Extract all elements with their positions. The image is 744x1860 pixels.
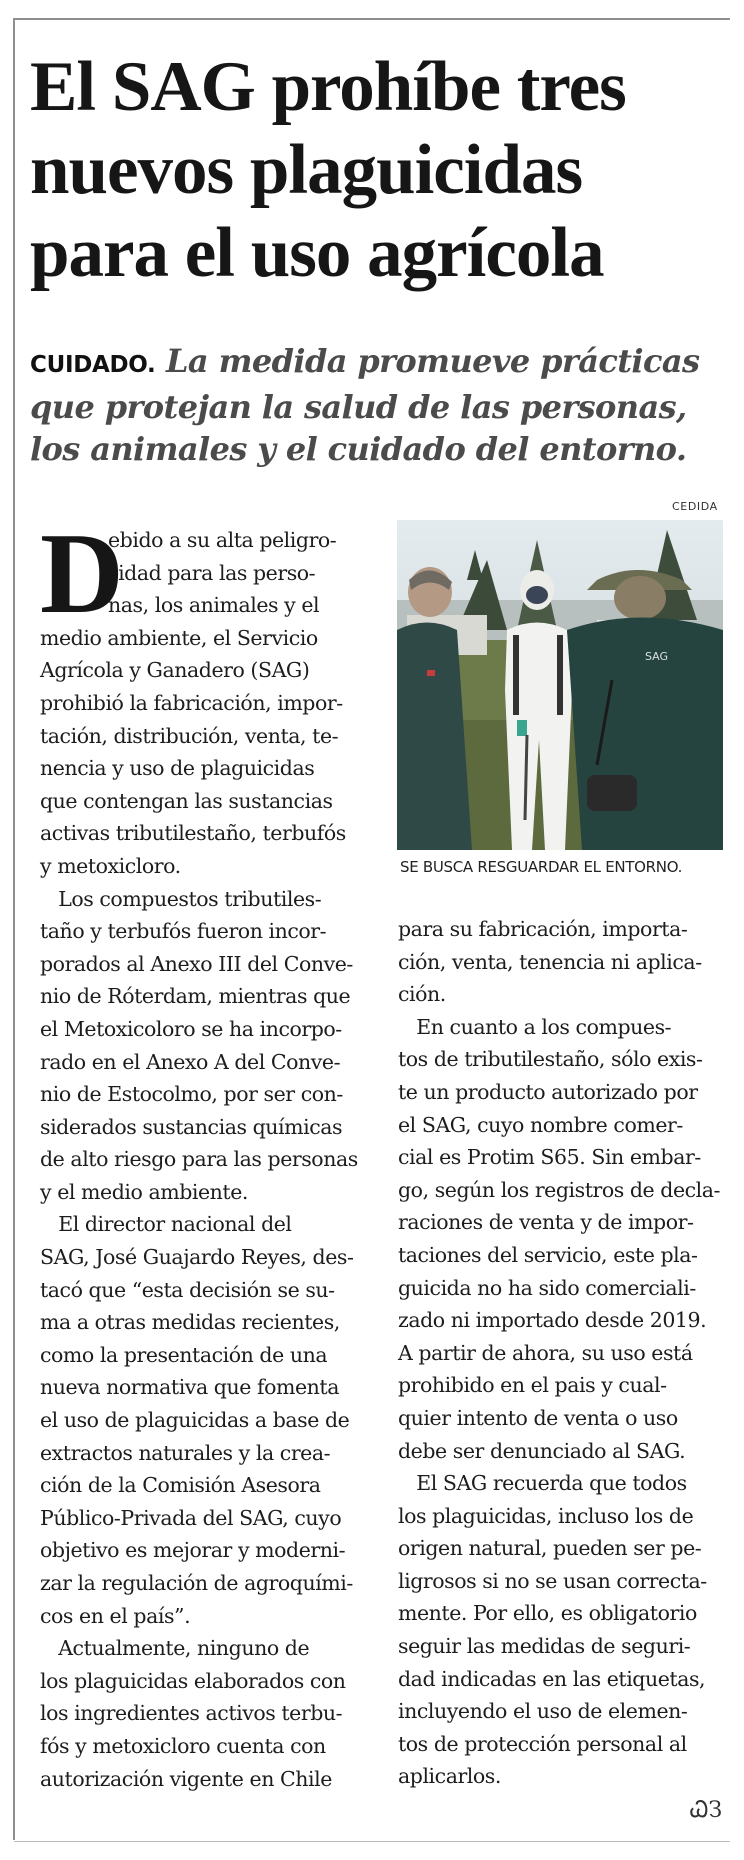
body-line: rado en el Anexo A del Conve- — [40, 1049, 341, 1074]
photo-caption: SE BUSCA RESGUARDAR EL ENTORNO. — [400, 858, 683, 876]
body-line: Público-Privada del SAG, cuyo — [40, 1505, 342, 1530]
body-line: objetivo es mejorar y moderni- — [40, 1538, 346, 1563]
body-line: te un producto autorizado por — [398, 1079, 698, 1104]
body-line: y metoxicloro. — [40, 853, 181, 878]
body-line: Actualmente, ninguno de — [40, 1636, 310, 1661]
vest-label: SAG — [645, 650, 669, 663]
body-line: de alto riesgo para las personas — [40, 1147, 358, 1172]
body-line: debe ser denunciado al SAG. — [398, 1438, 686, 1463]
deck-text: La medida promueve prácticas — [155, 342, 700, 380]
body-line: nio de Róterdam, mientras que — [40, 984, 351, 1009]
body-line: y el medio ambiente. — [40, 1179, 248, 1204]
body-line: ción de la Comisión Asesora — [40, 1473, 321, 1498]
kicker: CUIDADO. — [30, 352, 156, 378]
body-line: tación, distribución, venta, te- — [40, 723, 339, 748]
body-line: prohibido en el pais y cual- — [398, 1373, 667, 1398]
article-body-left-column — [40, 510, 376, 1795]
body-line: para su fabricación, importa- — [398, 917, 688, 941]
body-line: En cuanto a los compues- — [398, 1014, 672, 1039]
body-line: nueva normativa que fomenta — [40, 1375, 339, 1400]
body-line: incluyendo el uso de elemen- — [398, 1699, 688, 1724]
body-line: Agrícola y Ganadero (SAG) — [40, 658, 310, 683]
deck-line: los animales y el cuidado del entorno. — [30, 430, 687, 468]
article-photo — [397, 520, 723, 850]
body-line: ma a otras medidas recientes, — [40, 1310, 340, 1335]
body-line: que contengan las sustancias — [40, 788, 333, 813]
body-line: ción. — [398, 982, 446, 1007]
body-line: zar la regulación de agroquími- — [40, 1571, 353, 1595]
bottom-rule — [14, 1841, 730, 1842]
body-line: ligrosos si no se usan correcta- — [398, 1568, 707, 1593]
body-line: El SAG recuerda que todos — [398, 1471, 687, 1496]
body-line: nio de Estocolmo, por ser con- — [40, 1082, 343, 1107]
body-line: prohibió la fabricación, impor- — [40, 690, 343, 715]
headline-line: para el uso agrícola — [30, 214, 604, 292]
body-line: ción, venta, tenencia ni aplica- — [398, 949, 702, 974]
headline-line: nuevos plaguicidas — [30, 131, 583, 209]
left-rule — [13, 18, 15, 1840]
top-rule — [14, 18, 730, 20]
body-line: el uso de plaguicidas a base de — [40, 1408, 350, 1433]
headline — [30, 46, 720, 295]
deck-line: que protejan la salud de las personas, — [30, 388, 687, 426]
body-line: autorización vigente en Chile — [40, 1766, 332, 1791]
end-mark-icon: ᏇЗ — [690, 1798, 723, 1823]
body-line: El director nacional del — [40, 1212, 292, 1237]
body-line: tos de tributilestaño, sólo exis- — [398, 1047, 703, 1072]
body-line: quier intento de venta o uso — [398, 1405, 678, 1430]
body-line: A partir de ahora, su uso está — [398, 1340, 693, 1365]
body-line: porados al Anexo III del Conve- — [40, 951, 353, 976]
body-line: go, según los registros de decla- — [398, 1177, 721, 1202]
body-line: siderados sustancias químicas — [40, 1114, 343, 1139]
body-line: los plaguicidas, incluso los de — [398, 1503, 694, 1528]
body-line: mente. Por ello, es obligatorio — [398, 1601, 697, 1626]
body-line: nas, los animales y el — [108, 593, 320, 618]
article-body-right-column — [398, 913, 723, 1793]
body-line: activas tributilestaño, terbufós — [40, 821, 346, 846]
body-line: origen natural, pueden ser pe- — [398, 1536, 702, 1561]
body-line: taciones del servicio, este pla- — [398, 1242, 698, 1267]
drop-cap: D — [40, 510, 124, 638]
body-line: cial es Protim S65. Sin embar- — [398, 1145, 701, 1170]
body-line: dad indicadas en las etiquetas, — [398, 1666, 706, 1691]
photo-illustration — [397, 520, 723, 850]
body-line: los plaguicidas elaborados con — [40, 1668, 346, 1693]
headline-line: El SAG prohíbe tres — [30, 48, 626, 126]
body-line: SAG, José Guajardo Reyes, des- — [40, 1245, 354, 1270]
body-line: zado ni importado desde 2019. — [398, 1308, 707, 1333]
body-line: medio ambiente, el Servicio — [40, 625, 318, 650]
body-line: cos en el país”. — [40, 1603, 191, 1628]
body-line: los ingredientes activos terbu- — [40, 1701, 343, 1726]
body-line: Los compuestos tributiles- — [40, 886, 322, 911]
body-line: fós y metoxicloro cuenta con — [40, 1733, 326, 1758]
body-line: ebido a su alta peligro- — [108, 528, 337, 552]
body-line: tacó que “esta decisión se su- — [40, 1277, 335, 1302]
body-line: el Metoxicoloro se ha incorpo- — [40, 1016, 342, 1041]
photo-credit: CEDIDA — [672, 500, 718, 513]
body-line: el SAG, cuyo nombre comer- — [398, 1112, 683, 1137]
body-line: sidad para las perso- — [108, 560, 316, 585]
body-line: como la presentación de una — [40, 1342, 328, 1367]
body-line: aplicarlos. — [398, 1764, 501, 1789]
body-line: raciones de venta y de impor- — [398, 1210, 694, 1235]
deck-line — [30, 340, 730, 386]
body-line: taño y terbufós fueron incor- — [40, 919, 327, 944]
deck — [30, 340, 730, 470]
body-line: guicida no ha sido comerciali- — [398, 1275, 696, 1300]
body-line: seguir las medidas de seguri- — [398, 1634, 691, 1659]
body-line: extractos naturales y la crea- — [40, 1440, 331, 1465]
body-line: tos de protección personal al — [398, 1731, 687, 1756]
body-line: nencia y uso de plaguicidas — [40, 756, 315, 781]
